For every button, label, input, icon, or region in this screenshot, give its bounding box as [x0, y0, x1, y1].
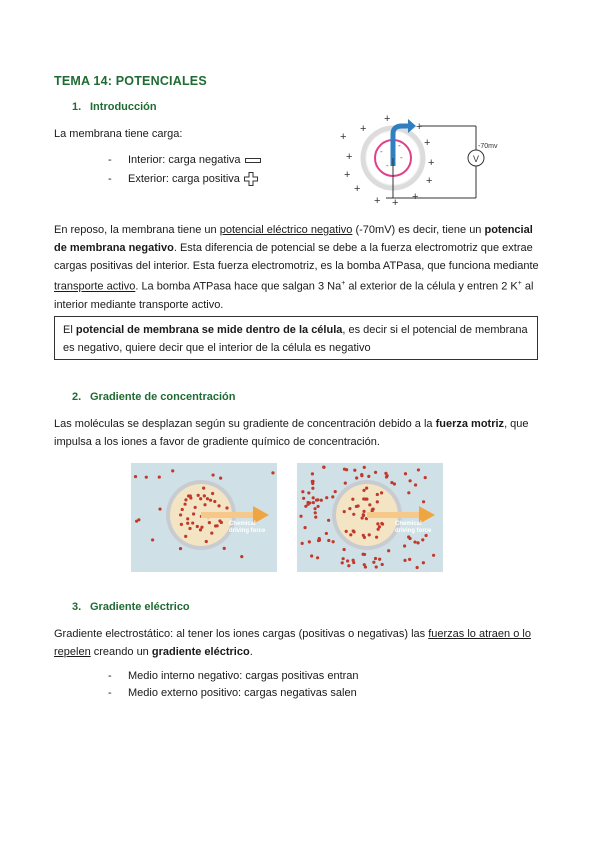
particle-dot [322, 466, 325, 469]
section-heading-gradiente-concentracion [72, 391, 235, 403]
svg-text:+: + [340, 131, 347, 143]
particle-dot [271, 471, 274, 474]
particle-dot [308, 540, 311, 543]
particle-dot [184, 498, 187, 501]
particle-dot [311, 480, 314, 483]
particle-dot [325, 496, 328, 499]
particle-dot [211, 492, 214, 495]
particle-dot [187, 494, 190, 497]
svg-text:+: + [416, 121, 423, 133]
particle-dot [352, 529, 355, 532]
list-item: - Interior: carga negativa [108, 151, 261, 169]
text-run: (-70mV) es decir, tiene un [352, 224, 485, 236]
particle-dot [301, 542, 304, 545]
particle-dot [314, 511, 317, 514]
text-run: . Esta diferencia de potencial se debe a la fuerza electromotriz que extrae cargas positivas del interior. Esta fuerza electromotriz, es la bomba ATPasa, que funciona mediante [54, 242, 539, 272]
particle-dot [188, 527, 191, 530]
particle-dot [413, 540, 416, 543]
particle-dot [343, 548, 346, 551]
particle-dot [225, 506, 228, 509]
bold-text: fuerza motriz [435, 418, 505, 430]
svg-text:+: + [360, 123, 367, 135]
particle-dot [362, 513, 365, 516]
particle-dot [196, 525, 199, 528]
section-number: 2. [72, 391, 82, 403]
particle-dot [376, 493, 379, 496]
particle-dot [315, 499, 318, 502]
svg-text:-: - [398, 141, 401, 150]
list-item: - Medio interno negativo: cargas positivas entran [108, 670, 359, 682]
particle-dot [210, 532, 213, 535]
list-item-text: Exterior: carga positiva [128, 173, 240, 185]
minus-icon [245, 158, 261, 163]
particle-dot [158, 475, 161, 478]
particle-dot [342, 557, 345, 560]
particle-dot [240, 555, 243, 558]
particle-dot [375, 536, 378, 539]
list-item-text: Interior: carga negativa [128, 154, 241, 166]
svg-text:+: + [346, 151, 353, 163]
particle-dot [372, 561, 375, 564]
particle-dot [331, 495, 334, 498]
svg-text:+: + [426, 175, 433, 187]
particle-dot [380, 522, 383, 525]
particle-dot [393, 482, 396, 485]
particle-dot [424, 534, 427, 537]
particle-dot [378, 558, 381, 561]
section-title: Introducción [90, 101, 157, 113]
voltage-label: -70mv [478, 143, 498, 150]
particle-dot [348, 507, 351, 510]
concentration-figure-svg [131, 463, 277, 572]
svg-text:+: + [428, 157, 435, 169]
cell-illustration [363, 119, 423, 198]
section-number: 3. [72, 601, 82, 613]
figure-label-line1: Chemical [229, 521, 256, 527]
particle-dot [327, 519, 330, 522]
particle-dot [197, 494, 200, 497]
list-item-text: Medio interno negativo: cargas positivas entran [128, 670, 359, 682]
particle-dot [316, 505, 319, 508]
particle-dot [180, 523, 183, 526]
particle-dot [364, 565, 367, 568]
particle-dot [344, 481, 347, 484]
particle-dot [186, 517, 189, 520]
particle-dot [363, 553, 366, 556]
section-heading-gradiente-electrico [72, 601, 190, 613]
underlined-text: fuerzas lo atraen o lo repelen [54, 628, 531, 658]
particle-dot [194, 506, 197, 509]
particle-dot [332, 540, 335, 543]
page-title: TEMA 14: POTENCIALES [54, 74, 207, 88]
particle-dot [202, 487, 205, 490]
superscript: + [517, 280, 522, 287]
text-run: , es decir si el potencial de membrana es negativo, quiere decir que el interior de la célula es negativo [63, 324, 528, 354]
bold-text: gradiente eléctrico [151, 646, 250, 658]
particle-dot [381, 563, 384, 566]
text-run: creando un [90, 646, 152, 658]
particle-dot [408, 479, 411, 482]
particle-dot [203, 503, 206, 506]
particle-dot [422, 561, 425, 564]
particle-dot [353, 469, 356, 472]
particle-dot [343, 510, 346, 513]
particle-dot [364, 498, 367, 501]
particle-dot [205, 540, 208, 543]
particle-dot [325, 532, 328, 535]
particle-dot [135, 520, 138, 523]
particle-dot [378, 525, 381, 528]
section-number: 1. [72, 101, 82, 113]
particle-dot [352, 513, 355, 516]
particle-dot [206, 497, 209, 500]
figure-label-line2: driving force [229, 528, 266, 534]
particle-dot [151, 538, 154, 541]
text-run: En reposo, la membrana tiene un [54, 224, 220, 236]
svg-text:-: - [400, 153, 403, 162]
particle-dot [186, 522, 189, 525]
particle-dot [327, 539, 330, 542]
underlined-text: potencial eléctrico negativo [219, 224, 353, 236]
svg-text:+: + [384, 113, 391, 125]
text-run: al exterior de la célula y entren 2 K [345, 280, 518, 293]
particle-dot [403, 559, 406, 562]
particle-dot [363, 536, 366, 539]
particle-dot [304, 505, 307, 508]
particle-dot [145, 476, 148, 479]
particle-dot [179, 513, 182, 516]
text-run: Las moléculas se desplazan según su gradiente de concentración debido a la [54, 418, 436, 430]
particle-dot [376, 500, 379, 503]
svg-text:+: + [354, 183, 361, 195]
particle-dot [312, 501, 315, 504]
particle-dot [212, 473, 215, 476]
section-title: Gradiente de concentración [90, 391, 236, 403]
low-concentration-figure [131, 463, 277, 572]
membrane-potential-diagram [336, 108, 506, 208]
resting-potential-paragraph [54, 221, 546, 314]
particle-dot [424, 476, 427, 479]
particle-dot [219, 477, 222, 480]
text-run: . La bomba ATPasa hace que salgan 3 Na [135, 280, 342, 293]
svg-text:+: + [424, 137, 431, 149]
particle-dot [306, 501, 309, 504]
text-run: al interior mediante transporte activo. [54, 280, 534, 311]
text-run: Gradiente electrostático: al tener los iones cargas (positivas o negativas) las [54, 628, 429, 640]
particle-dot [203, 494, 206, 497]
high-concentration-figure [297, 463, 443, 572]
particle-dot [181, 508, 184, 511]
particle-dot [311, 487, 314, 490]
particle-dot [184, 535, 187, 538]
list-item: - Exterior: carga positiva [108, 170, 258, 188]
particle-dot [408, 558, 411, 561]
particle-dot [355, 476, 358, 479]
particle-dot [349, 533, 352, 536]
particle-dot [310, 554, 313, 557]
list-item: - Medio externo positivo: cargas negativas salen [108, 687, 357, 699]
intro-text: La membrana tiene carga: [54, 128, 183, 140]
concentration-figure-svg [297, 463, 443, 572]
particle-dot [403, 544, 406, 547]
particle-dot [341, 561, 344, 564]
particle-dot [208, 521, 211, 524]
svg-text:+: + [392, 197, 399, 208]
particle-dot [416, 566, 419, 569]
particle-dot [314, 516, 317, 519]
particle-dot [311, 472, 314, 475]
particle-dot [416, 541, 419, 544]
particle-dot [183, 503, 186, 506]
particle-dot [421, 538, 424, 541]
particle-dot [387, 549, 390, 552]
particle-dot [365, 487, 368, 490]
underlined-text: transporte activo [54, 280, 136, 293]
svg-text:+: + [344, 169, 351, 181]
figure-label-line1: Chemical [395, 521, 422, 527]
particle-dot [345, 468, 348, 471]
particle-dot [199, 497, 202, 500]
particle-dot [368, 503, 371, 506]
superscript: + [341, 280, 346, 287]
particle-dot [301, 490, 304, 493]
particle-dot [199, 528, 202, 531]
particle-dot [351, 498, 354, 501]
particle-dot [368, 533, 371, 536]
particle-dot [213, 500, 216, 503]
particle-dot [223, 547, 226, 550]
particle-dot [432, 554, 435, 557]
particle-dot [346, 559, 349, 562]
text-run: , que impulsa a los iones a favor de gradiente químico de concentración. [54, 418, 529, 448]
particle-dot [380, 491, 383, 494]
particle-dot [302, 497, 305, 500]
particle-dot [218, 519, 221, 522]
particle-dot [316, 556, 319, 559]
particle-dot [407, 535, 410, 538]
particle-dot [334, 490, 337, 493]
particle-dot [209, 499, 212, 502]
particle-dot [384, 472, 387, 475]
section-title: Gradiente eléctrico [90, 601, 190, 613]
particle-dot [347, 564, 350, 567]
particle-dot [375, 565, 378, 568]
particle-dot [417, 468, 420, 471]
particle-dot [192, 512, 195, 515]
particle-dot [360, 474, 363, 477]
particle-dot [320, 499, 323, 502]
particle-dot [312, 496, 315, 499]
svg-text:+: + [374, 195, 381, 207]
particle-dot [376, 522, 379, 525]
particle-dot [363, 466, 366, 469]
section-heading-introduccion [72, 101, 157, 113]
particle-dot [345, 530, 348, 533]
list-item-text: Medio externo positivo: cargas negativas salen [128, 687, 357, 699]
text-run: . [249, 646, 253, 658]
particle-dot [134, 475, 137, 478]
particle-dot [374, 471, 377, 474]
particle-dot [313, 507, 316, 510]
bold-text: potencial de membrana se mide dentro de la célula [75, 324, 343, 336]
particle-dot [355, 505, 358, 508]
particle-dot [352, 559, 355, 562]
particle-dot [299, 515, 302, 518]
particle-dot [414, 483, 417, 486]
highlight-box [54, 316, 538, 360]
plus-icon [244, 172, 258, 186]
particle-dot [307, 491, 310, 494]
particle-dot [171, 469, 174, 472]
text-run: El [63, 324, 76, 336]
particle-dot [374, 557, 377, 560]
particle-dot [385, 475, 388, 478]
particle-dot [217, 504, 220, 507]
svg-text:-: - [386, 161, 389, 170]
particle-dot [422, 500, 425, 503]
particle-dot [404, 472, 407, 475]
concentration-paragraph [54, 415, 546, 451]
particle-dot [191, 521, 194, 524]
particle-dot [318, 537, 321, 540]
particle-dot [216, 524, 219, 527]
particle-dot [361, 516, 364, 519]
svg-text:+: + [412, 191, 419, 203]
bold-text: potencial de membrana negativo [54, 224, 533, 254]
voltmeter-label: V [472, 154, 480, 164]
particle-dot [407, 491, 410, 494]
particle-dot [303, 526, 306, 529]
svg-text:-: - [380, 147, 383, 156]
particle-dot [362, 489, 365, 492]
particle-dot [367, 475, 370, 478]
electric-gradient-paragraph [54, 625, 548, 661]
particle-dot [158, 507, 161, 510]
particle-dot [179, 547, 182, 550]
figure-label-line2: driving force [395, 528, 432, 534]
particle-dot [362, 510, 365, 513]
